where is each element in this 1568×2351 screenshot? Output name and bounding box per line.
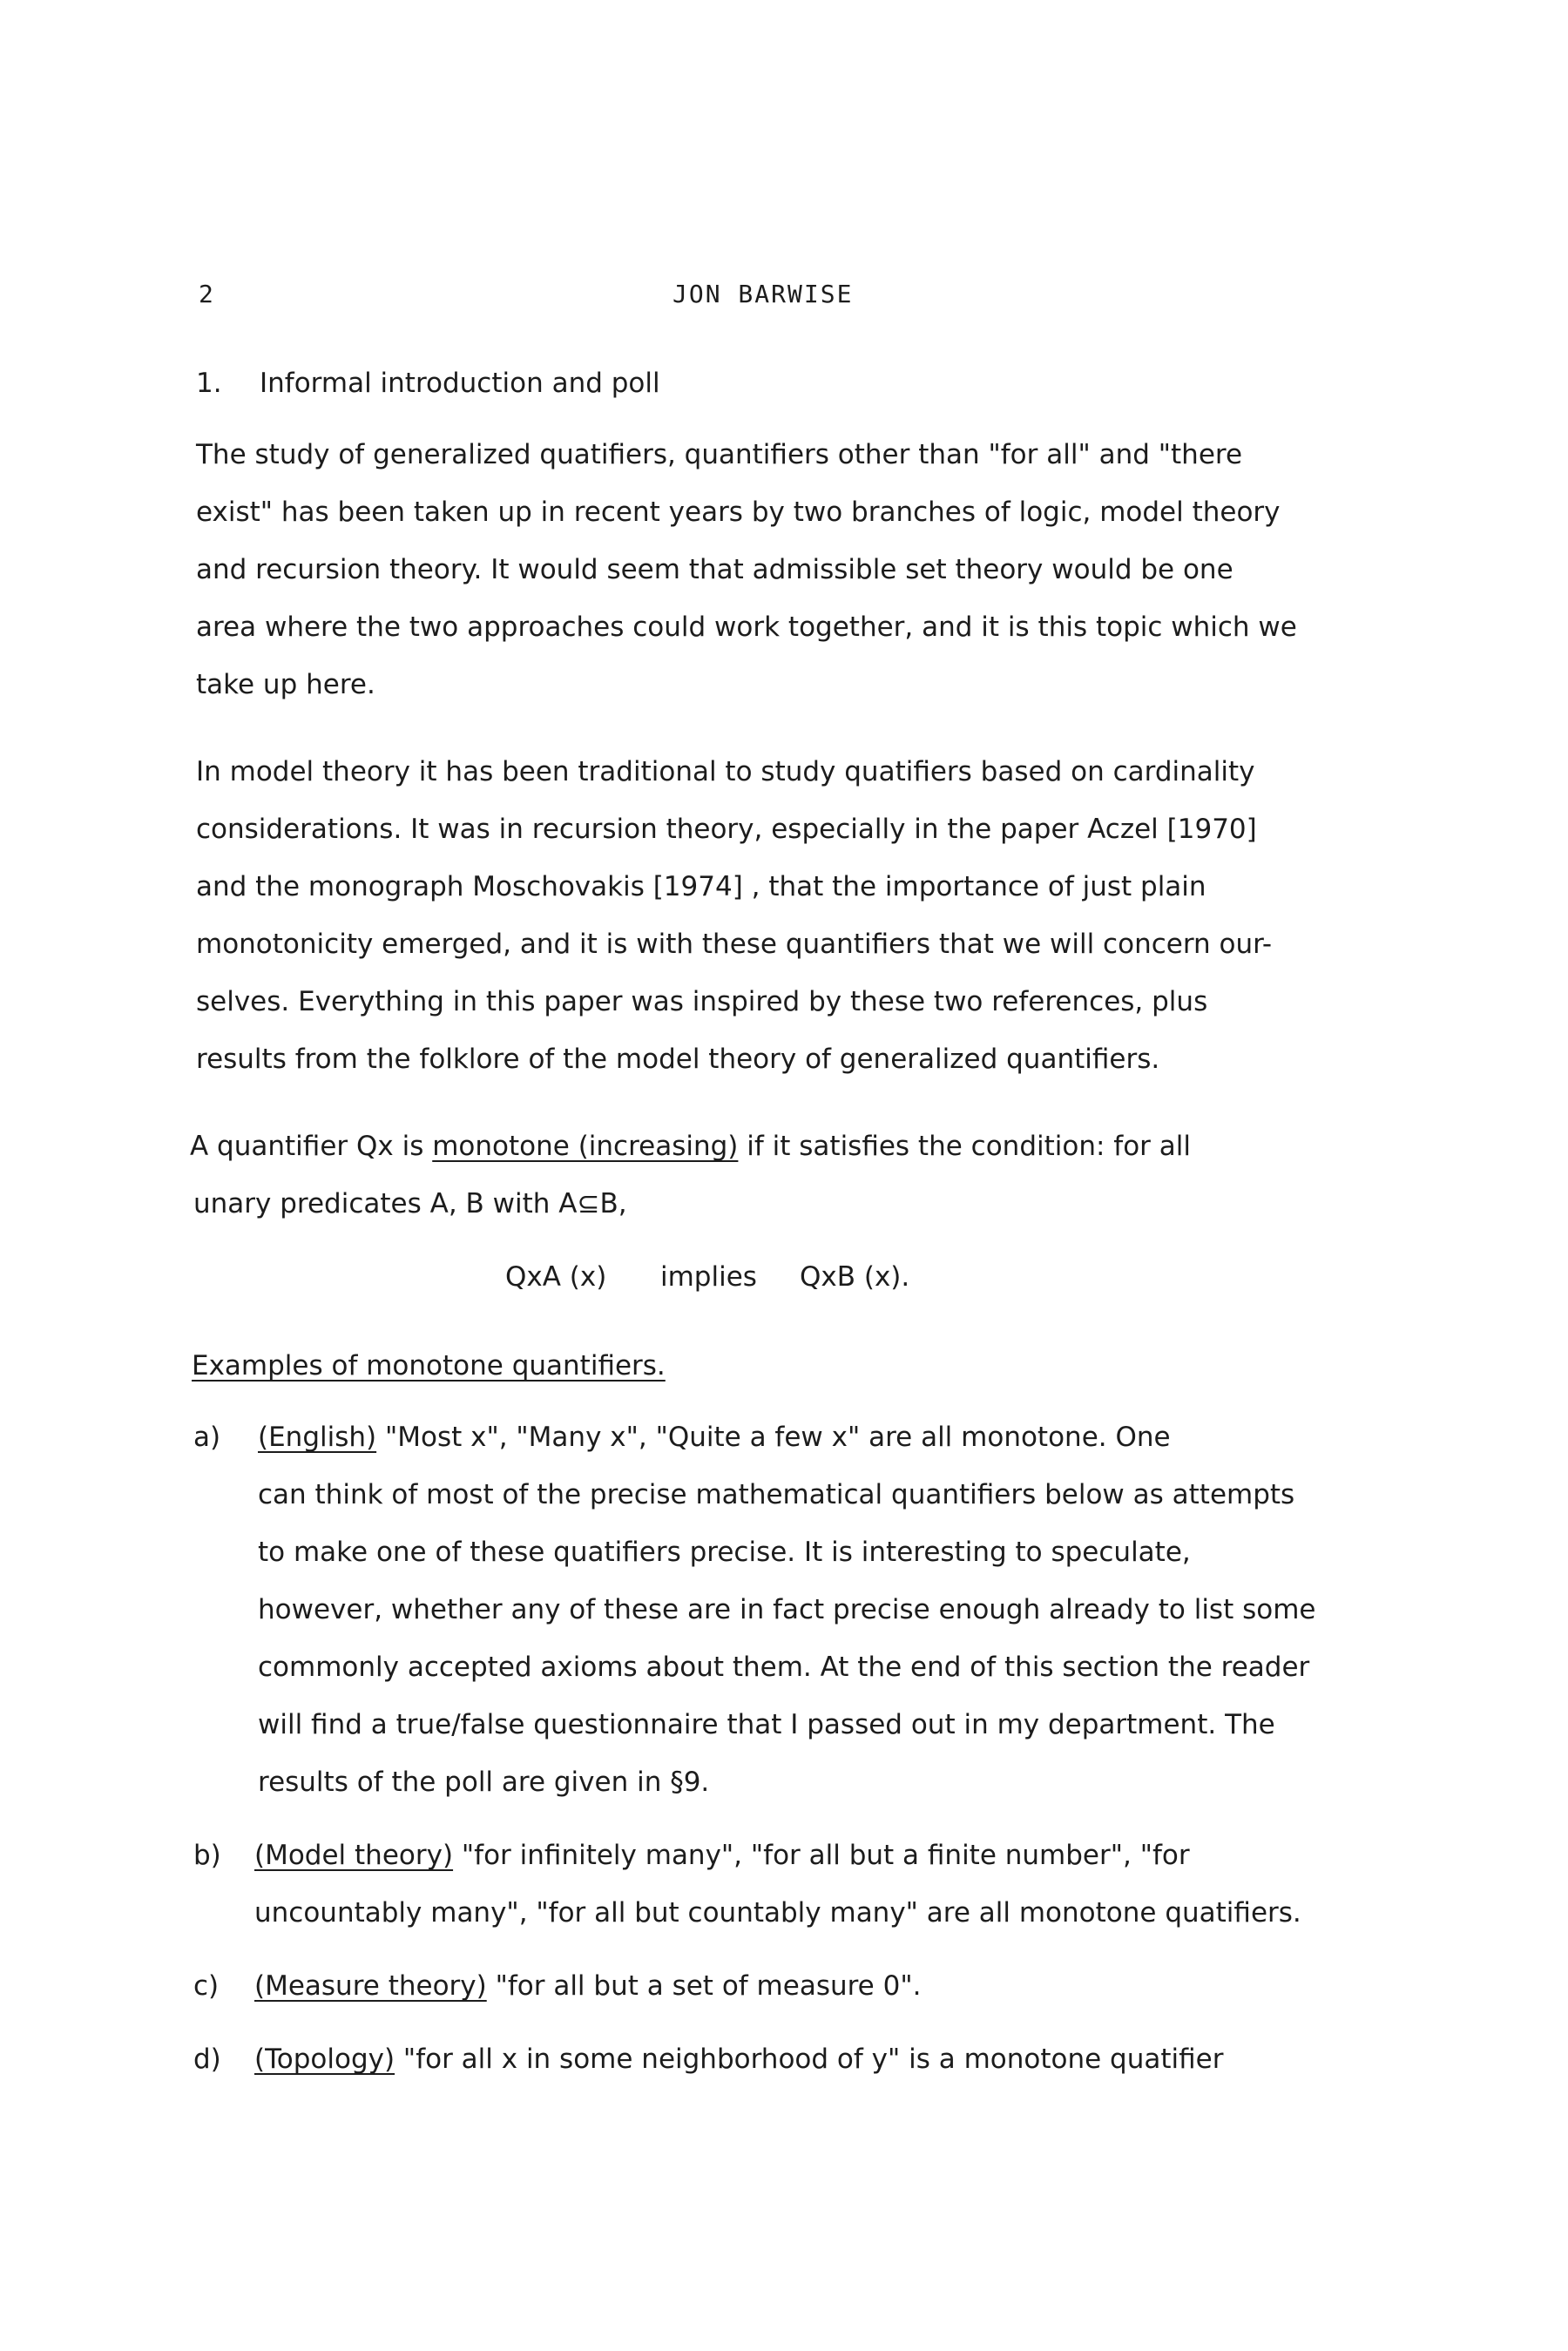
formula-implies: implies — [660, 1261, 757, 1293]
example-line: uncountably many", "for all but countably many" are all monotone quatifiers. — [254, 1897, 1301, 1929]
example-line: will find a true/false questionnaire that I passed out in my department. The — [258, 1709, 1275, 1740]
paragraph2-line: considerations. It was in recursion theory, especially in the paper Aczel [1970] — [196, 814, 1257, 845]
example-label: b) — [193, 1840, 221, 1871]
definition-text: A quantifier Qx is — [190, 1131, 433, 1162]
example-line: however, whether any of these are in fact precise enough already to list some — [258, 1594, 1316, 1625]
example-line: to make one of these quatifiers precise. It is interesting to speculate, — [258, 1537, 1191, 1568]
example-text: "Most x", "Many x", "Quite a few x" are all monotone. One — [376, 1422, 1171, 1453]
example-line: can think of most of the precise mathematical quantifiers below as attempts — [258, 1479, 1295, 1510]
definition-term: monotone (increasing) — [432, 1131, 739, 1162]
example-text: "for infinitely many", "for all but a finite number", "for — [453, 1840, 1190, 1871]
definition-line: unary predicates A, B with A⊆B, — [193, 1188, 627, 1219]
example-label: d) — [193, 2044, 221, 2075]
section-number: 1. — [196, 368, 222, 399]
paragraph2-line: selves. Everything in this paper was inspired by these two references, plus — [196, 986, 1208, 1017]
example-line: results of the poll are given in §9. — [258, 1767, 710, 1798]
definition-line — [190, 1129, 1191, 1164]
running-title: JON BARWISE — [672, 280, 854, 308]
paragraph1-line: take up here. — [196, 669, 375, 700]
paragraph1-line: and recursion theory. It would seem that admissible set theory would be one — [196, 554, 1233, 585]
formula-rhs: QxB (x). — [800, 1261, 910, 1293]
example-line — [258, 1420, 1171, 1455]
example-tag: (English) — [258, 1422, 377, 1453]
example-tag: (Measure theory) — [254, 1970, 487, 2002]
example-text: "for all x in some neighborhood of y" is a monotone quatifier — [395, 2044, 1224, 2075]
example-tag: (Topology) — [254, 2044, 395, 2075]
example-line — [254, 1838, 1190, 1873]
paragraph2-line: monotonicity emerged, and it is with these quantifiers that we will concern our- — [196, 929, 1273, 960]
example-line — [254, 1969, 921, 2003]
paragraph2-line: and the monograph Moschovakis [1974] , that the importance of just plain — [196, 871, 1206, 902]
paragraph1-line: area where the two approaches could work together, and it is this topic which we — [196, 611, 1297, 643]
paragraph1-line: The study of generalized quatifiers, quantifiers other than "for all" and "there — [196, 439, 1243, 470]
paragraph1-line: exist" has been taken up in recent years by two branches of logic, model theory — [196, 497, 1281, 528]
example-tag: (Model theory) — [254, 1840, 454, 1871]
example-text: "for all but a set of measure 0". — [486, 1970, 922, 2002]
example-label: c) — [193, 1970, 220, 2002]
example-line — [254, 2042, 1223, 2077]
page-number: 2 — [199, 280, 215, 308]
section-title: Informal introduction and poll — [260, 368, 660, 399]
paragraph2-line: results from the folklore of the model theory of generalized quantifiers. — [196, 1044, 1160, 1075]
examples-heading: Examples of monotone quantifiers. — [192, 1350, 666, 1382]
example-line: commonly accepted axioms about them. At the end of this section the reader — [258, 1652, 1310, 1683]
paragraph2-line: In model theory it has been traditional to study quatifiers based on cardinality — [196, 756, 1255, 787]
definition-text: if it satisfies the condition: for all — [738, 1131, 1191, 1162]
formula-lhs: QxA (x) — [505, 1261, 607, 1293]
example-label: a) — [193, 1422, 221, 1453]
